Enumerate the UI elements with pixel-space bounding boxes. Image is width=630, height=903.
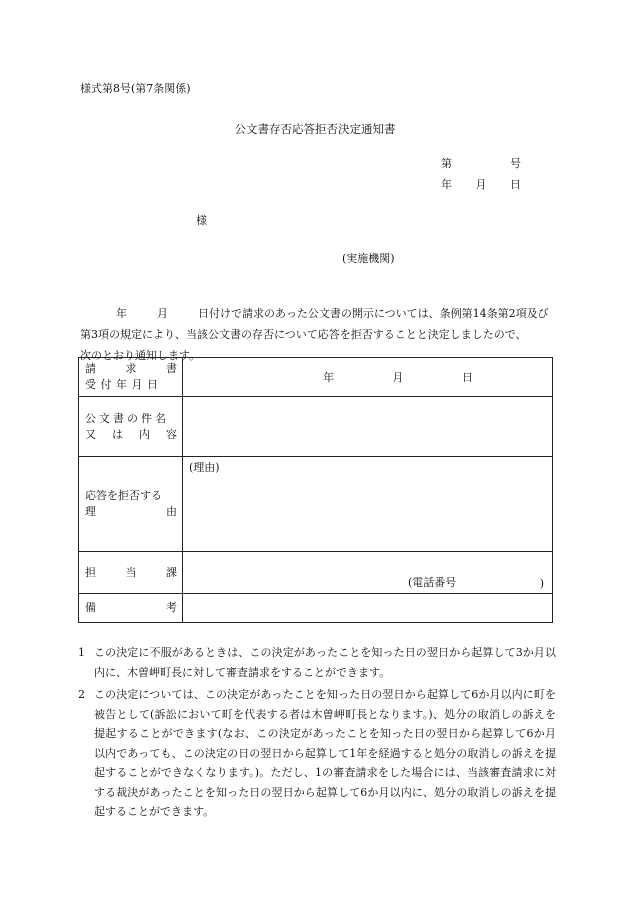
document-title-value (183, 397, 553, 457)
remarks-label (79, 594, 183, 623)
label-char: 容 (166, 427, 177, 441)
request-date-label (79, 358, 183, 397)
label-char: 当 (125, 565, 137, 579)
body-month: 月 (157, 307, 168, 320)
body-year: 年 (116, 307, 127, 320)
label-char: 由 (166, 505, 177, 518)
label-char: は (112, 427, 123, 441)
department-value (183, 552, 553, 594)
label-char: 理 (85, 505, 96, 518)
table-row (79, 594, 553, 623)
note-item (78, 685, 556, 822)
label-line: 公文書の件名 (85, 411, 169, 425)
label-char: 備 (85, 601, 96, 614)
table-row (79, 552, 553, 594)
request-month: 月 (392, 371, 404, 384)
note-text: この決定に不服があるときは、この決定があったことを知った日の翌日から起算して3か月以内に、木曽岬町長に対して審査請求をすることができます。 (94, 646, 556, 679)
implementing-agency: (実施機関) (342, 252, 395, 265)
phone-number-label: (電話番号 (408, 576, 457, 589)
body-line-1 (80, 303, 555, 324)
refusal-reason-label (79, 457, 183, 552)
body-line-1-text: 日付けで請求のあった公文書の開示については、条例第14条第2項及び (198, 307, 549, 320)
note-text: この決定については、この決定があったことを知った日の翌日から起算して6か月以内に町を被告として(訴訟において町を代表する者は木曽岬町長となります。)、処分の取消しの訴えを提起することができます(なお、この決定があったことを知った日の翌日から起算して6か月以内であっても、この決定の日の翌日から起算して1年を経過すると処分の取消しの訴えを提起することができなくなります。)。ただし、1の審査請求をした場合には、当該審査請求に対する裁決があったことを知った日の翌日から起算して6か月以内に、処分の取消しの訴えを提起することができます。 (94, 688, 556, 818)
phone-close-paren: ) (539, 577, 544, 590)
label-char: 書 (166, 362, 177, 375)
body-line-3: 次のとおり通知します。 (80, 349, 201, 362)
table-row (79, 397, 553, 457)
refusal-reason-value (183, 457, 553, 552)
issue-date-line (441, 176, 521, 192)
doc-no-suffix: 号 (510, 157, 521, 170)
issue-month: 月 (475, 178, 487, 191)
remarks-value (183, 594, 553, 623)
body-line-2: 第3項の規定により、当該公文書の存否について応答を拒否することと決定しましたので、 (80, 328, 527, 341)
label-char: 求 (125, 362, 137, 375)
label-char: 担 (85, 565, 96, 579)
addressee: 様 (196, 214, 207, 227)
label-char: 考 (166, 601, 177, 614)
table-row (79, 358, 553, 397)
note-number: 2 (78, 688, 85, 701)
notice-form-table (78, 357, 553, 623)
doc-no-prefix: 第 (441, 157, 452, 170)
notes-section (78, 643, 556, 825)
reason-heading: (理由) (189, 461, 220, 474)
label-char: 又 (85, 427, 96, 441)
label-char: 課 (166, 565, 177, 579)
form-number: 様式第8号(第7条関係) (80, 82, 191, 95)
note-item (78, 643, 556, 682)
label-line: 応答を拒否する (85, 489, 162, 502)
department-label (79, 552, 183, 594)
request-date-value (183, 358, 553, 397)
table-row (79, 457, 553, 552)
label-char: 請 (85, 362, 96, 375)
label-char: 内 (139, 427, 150, 441)
issue-year: 年 (441, 178, 452, 191)
document-title: 公文書存否応答拒否決定通知書 (234, 122, 396, 136)
request-year: 年 (323, 371, 334, 384)
note-number: 1 (78, 646, 85, 659)
document-number-line (441, 155, 521, 171)
label-line: 受付年月日 (85, 378, 163, 391)
request-day: 日 (462, 371, 473, 384)
issue-day: 日 (510, 178, 521, 191)
document-title-label (79, 397, 183, 457)
